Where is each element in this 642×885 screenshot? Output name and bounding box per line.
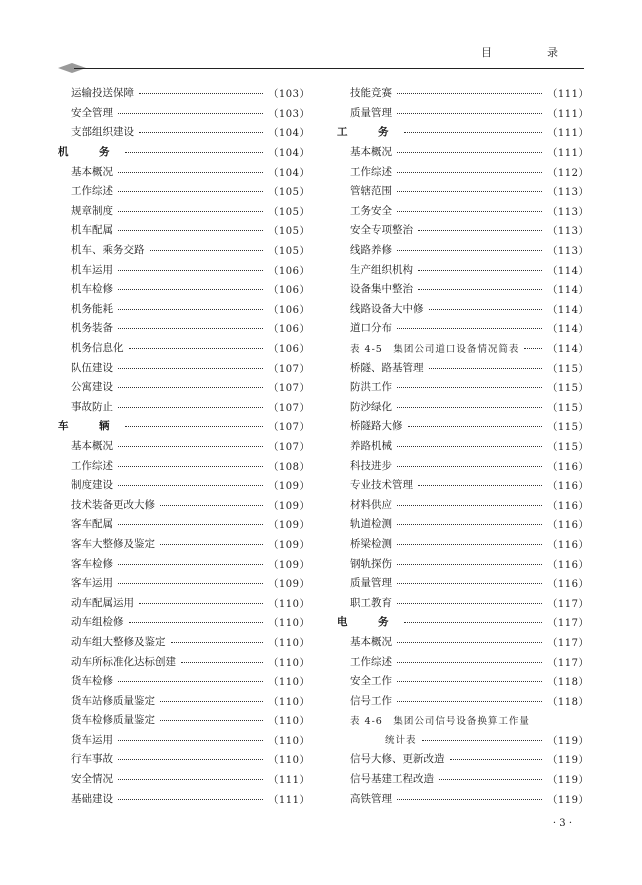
toc-entry[interactable] [337, 377, 589, 397]
toc-entry-page: （119） [547, 755, 589, 767]
toc-leader-dots [118, 740, 263, 741]
toc-entry[interactable] [337, 436, 589, 456]
toc-entry-label: 基本概况 [350, 635, 392, 648]
toc-entry[interactable] [58, 769, 310, 789]
toc-leader-dots [160, 720, 263, 721]
toc-entry-page: （108） [268, 461, 310, 473]
toc-entry-label: 机车检修 [71, 283, 113, 296]
toc-entry-label: 工作综述 [71, 185, 113, 198]
toc-entry[interactable] [337, 730, 589, 750]
toc-entry[interactable] [58, 651, 310, 671]
toc-entry[interactable] [337, 671, 589, 691]
header-rule [74, 68, 584, 69]
toc-entry-page: （110） [268, 716, 310, 728]
toc-leader-dots [125, 426, 264, 427]
toc-leader-dots [160, 701, 263, 702]
toc-entry-label: 安全管理 [71, 106, 113, 119]
toc-entry-label: 动车所标准化达标创建 [71, 655, 176, 668]
toc-leader-dots [397, 799, 542, 800]
toc-entry-label: 桥隧路大修 [350, 420, 403, 433]
toc-leader-dots [404, 622, 543, 623]
toc-entry-page: （110） [268, 598, 310, 610]
toc-entry-label: 质量管理 [350, 577, 392, 590]
toc-entry-page: （115） [547, 441, 589, 453]
toc-entry[interactable] [58, 514, 310, 534]
toc-entry-page: （105） [268, 187, 310, 199]
toc-entry-page: （111） [268, 794, 310, 806]
toc-entry[interactable] [337, 592, 589, 612]
toc-entry-page: （111） [268, 775, 310, 787]
toc-entry-label: 线路设备大中修 [350, 302, 424, 315]
toc-entry[interactable] [337, 279, 589, 299]
toc-entry-label: 桥隧、路基管理 [350, 361, 424, 374]
toc-entry[interactable] [58, 318, 310, 338]
toc-section-entry[interactable] [58, 416, 310, 436]
toc-leader-dots [118, 328, 263, 329]
toc-entry-label: 设备集中整治 [350, 283, 413, 296]
toc-leader-dots [404, 132, 543, 133]
toc-leader-dots [118, 466, 263, 467]
toc-leader-dots [397, 701, 542, 702]
toc-entry[interactable] [337, 142, 589, 162]
toc-leader-dots [171, 642, 264, 643]
toc-leader-dots [118, 779, 263, 780]
toc-entry-page: （116） [547, 520, 589, 532]
page-number: · 3 · [552, 818, 572, 829]
toc-leader-dots [181, 662, 263, 663]
toc-leader-dots [418, 289, 542, 290]
toc-entry-label: 货车检修 [71, 675, 113, 688]
toc-entry[interactable] [337, 651, 589, 671]
toc-entry-label: 基本概况 [71, 439, 113, 452]
toc-entry[interactable] [58, 103, 310, 123]
toc-entry-label: 货车检修质量鉴定 [71, 714, 155, 727]
toc-entry-label: 动车配属运用 [71, 596, 134, 609]
toc-entry-page: （106） [268, 285, 310, 297]
toc-entry-page: （106） [268, 344, 310, 356]
toc-entry[interactable] [58, 338, 310, 358]
toc-entry[interactable] [337, 710, 589, 730]
toc-leader-dots [139, 603, 263, 604]
toc-entry-label: 专业技术管理 [350, 479, 413, 492]
toc-entry[interactable] [337, 240, 589, 260]
toc-entry-label: 信号大修、更新改造 [350, 753, 445, 766]
toc-entry-page: （113） [547, 246, 589, 258]
toc-entry-label: 工作综述 [350, 655, 392, 668]
toc-leader-dots [118, 583, 263, 584]
toc-entry[interactable] [337, 161, 589, 181]
toc-leader-dots [439, 779, 542, 780]
toc-leader-dots [429, 309, 543, 310]
toc-entry-label: 科技进步 [350, 459, 392, 472]
toc-entry-page: （117） [547, 637, 589, 649]
toc-entry-label: 工 务 [337, 126, 399, 139]
toc-section-entry[interactable] [337, 612, 589, 632]
toc-leader-dots [397, 152, 542, 153]
toc-entry-label: 货车运用 [71, 733, 113, 746]
toc-entry-page: （112） [547, 167, 589, 179]
toc-entry-page: （116） [547, 559, 589, 571]
toc-entry-label: 机车运用 [71, 263, 113, 276]
toc-entry-page: （109） [268, 520, 310, 532]
toc-entry-label: 材料供应 [350, 498, 392, 511]
toc-entry-label: 安全情况 [71, 773, 113, 786]
toc-entry-label: 防沙绿化 [350, 400, 392, 413]
toc-entry-label: 工作综述 [71, 459, 113, 472]
toc-leader-dots [397, 466, 542, 467]
toc-entry-page: （117） [547, 618, 589, 630]
toc-entry[interactable] [337, 416, 589, 436]
toc-entry-page: （119） [547, 775, 589, 787]
header-title: 目 录 [481, 46, 580, 59]
toc-entry-page: （116） [547, 579, 589, 591]
toc-entry-page: （106） [268, 304, 310, 316]
toc-leader-dots [397, 387, 542, 388]
toc-entry[interactable] [58, 749, 310, 769]
toc-entry-label: 机务装备 [71, 322, 113, 335]
toc-entry[interactable] [337, 299, 589, 319]
toc-entry[interactable] [58, 122, 310, 142]
toc-entry-page: （109） [268, 481, 310, 493]
toc-entry-label: 养路机械 [350, 439, 392, 452]
toc-entry-label: 道口分布 [350, 322, 392, 335]
toc-leader-dots [397, 524, 542, 525]
toc-entry[interactable] [58, 436, 310, 456]
toc-entry-label: 基础建设 [71, 792, 113, 805]
toc-entry[interactable] [58, 397, 310, 417]
toc-entry[interactable] [337, 455, 589, 475]
toc-entry-label: 安全工作 [350, 675, 392, 688]
toc-entry-page: （111） [547, 128, 589, 140]
toc-entry-label: 客车大整修及鉴定 [71, 537, 155, 550]
toc-entry-page: （110） [268, 657, 310, 669]
toc-entry-page: （116） [547, 481, 589, 493]
toc-entry[interactable] [337, 201, 589, 221]
toc-entry-page: （115） [547, 402, 589, 414]
toc-entry-page: （111） [547, 148, 589, 160]
toc-entry-label: 机 务 [58, 146, 120, 159]
toc-entry[interactable] [337, 514, 589, 534]
toc-leader-dots [397, 642, 542, 643]
toc-entry-label: 基本概况 [350, 146, 392, 159]
toc-leader-dots [408, 426, 543, 427]
toc-entry-page: （109） [268, 559, 310, 571]
toc-leader-dots [150, 250, 264, 251]
toc-entry[interactable] [337, 769, 589, 789]
toc-entry-page: （115） [547, 383, 589, 395]
toc-leader-dots [397, 505, 542, 506]
toc-leader-dots [139, 93, 263, 94]
toc-entry[interactable] [337, 181, 589, 201]
toc-entry[interactable] [337, 632, 589, 652]
toc-entry-label: 防洪工作 [350, 381, 392, 394]
toc-entry-page: （103） [268, 108, 310, 120]
toc-leader-dots [429, 368, 543, 369]
toc-entry-page: （118） [547, 696, 589, 708]
toc-entry-label: 规章制度 [71, 204, 113, 217]
toc-entry-label: 表 4-6 集团公司信号设备换算工作量 [350, 715, 530, 727]
toc-leader-dots [118, 191, 263, 192]
toc-leader-dots [397, 93, 542, 94]
toc-leader-dots [118, 799, 263, 800]
toc-leader-dots [118, 113, 263, 114]
toc-entry[interactable] [58, 671, 310, 691]
toc-entry[interactable] [58, 220, 310, 240]
toc-entry-label: 技能竞赛 [350, 87, 392, 100]
toc-leader-dots [129, 348, 264, 349]
toc-entry-page: （113） [547, 226, 589, 238]
toc-entry-label: 信号工作 [350, 694, 392, 707]
toc-entry-page: （107） [268, 363, 310, 375]
toc-entry-label: 表 4-5 集团公司道口设备情况简表 [350, 343, 520, 355]
toc-leader-dots [450, 759, 543, 760]
toc-entry-page: （115） [547, 363, 589, 375]
toc-entry-label: 技术装备更改大修 [71, 498, 155, 511]
toc-entry-page: （115） [547, 422, 589, 434]
toc-entry-label: 事故防止 [71, 400, 113, 413]
toc-leader-dots [160, 505, 263, 506]
toc-leader-dots [397, 113, 542, 114]
toc-entry-label: 动车组检修 [71, 616, 124, 629]
toc-entry-label: 基本概况 [71, 165, 113, 178]
toc-entry-page: （114） [547, 285, 589, 297]
toc-entry-page: （111） [547, 108, 589, 120]
toc-left-column [58, 83, 310, 808]
toc-entry[interactable] [58, 553, 310, 573]
toc-leader-dots [118, 564, 263, 565]
toc-entry-page: （116） [547, 539, 589, 551]
toc-leader-dots [418, 485, 542, 486]
toc-right-column [337, 83, 589, 808]
toc-leader-dots [397, 544, 542, 545]
toc-entry-page: （119） [547, 735, 589, 747]
toc-entry[interactable] [58, 181, 310, 201]
toc-entry-page: （117） [547, 598, 589, 610]
toc-entry[interactable] [337, 338, 589, 358]
toc-entry[interactable] [337, 318, 589, 338]
toc-entry-label: 制度建设 [71, 479, 113, 492]
toc-entry-page: （105） [268, 206, 310, 218]
toc-leader-dots [418, 270, 542, 271]
toc-entry[interactable] [337, 573, 589, 593]
toc-entry[interactable] [58, 573, 310, 593]
toc-leader-dots [129, 622, 264, 623]
toc-entry-page: （105） [268, 246, 310, 258]
toc-leader-dots [524, 348, 542, 349]
toc-entry[interactable] [337, 494, 589, 514]
toc-entry-page: （110） [268, 696, 310, 708]
toc-entry[interactable] [58, 259, 310, 279]
toc-entry-label: 职工教育 [350, 596, 392, 609]
toc-entry-page: （113） [547, 187, 589, 199]
toc-entry[interactable] [58, 299, 310, 319]
toc-leader-dots [118, 446, 263, 447]
toc-leader-dots [118, 309, 263, 310]
toc-entry[interactable] [337, 475, 589, 495]
toc-entry[interactable] [58, 161, 310, 181]
toc-entry-page: （114） [547, 265, 589, 277]
toc-entry-label: 队伍建设 [71, 361, 113, 374]
toc-leader-dots [118, 759, 263, 760]
toc-entry-page: （119） [547, 794, 589, 806]
toc-entry-page: （107） [268, 422, 310, 434]
toc-leader-dots [139, 132, 263, 133]
toc-entry-label: 信号基建工程改造 [350, 773, 434, 786]
toc-entry-page: （104） [268, 128, 310, 140]
toc-leader-dots [397, 211, 542, 212]
toc-leader-dots [118, 681, 263, 682]
toc-entry[interactable] [337, 357, 589, 377]
toc-leader-dots [418, 230, 542, 231]
toc-entry-page: （118） [547, 677, 589, 689]
toc-entry[interactable] [58, 279, 310, 299]
toc-leader-dots [397, 446, 542, 447]
toc-leader-dots [118, 368, 263, 369]
toc-entry[interactable] [58, 240, 310, 260]
toc-leader-dots [118, 407, 263, 408]
toc-leader-dots [422, 740, 543, 741]
toc-entry-label: 钢轨探伤 [350, 557, 392, 570]
toc-leader-dots [118, 289, 263, 290]
toc-entry-label: 车 辆 [58, 420, 120, 433]
toc-leader-dots [118, 485, 263, 486]
toc-entry[interactable] [337, 534, 589, 554]
toc-leader-dots [397, 662, 542, 663]
toc-entry-page: （106） [268, 324, 310, 336]
toc-entry-label: 机务能耗 [71, 302, 113, 315]
toc-entry-page: （109） [268, 500, 310, 512]
toc-section-entry[interactable] [337, 122, 589, 142]
toc-entry-label: 生产组织机构 [350, 263, 413, 276]
toc-entry-page: （107） [268, 383, 310, 395]
toc-entry[interactable] [337, 220, 589, 240]
toc-entry-label: 高铁管理 [350, 792, 392, 805]
toc-entry-label: 货车站修质量鉴定 [71, 694, 155, 707]
toc-entry[interactable] [337, 788, 589, 808]
toc-entry-label: 运输投送保障 [71, 87, 134, 100]
toc-entry-page: （105） [268, 226, 310, 238]
toc-entry-label: 工务安全 [350, 204, 392, 217]
toc-entry-page: （111） [547, 89, 589, 101]
toc-leader-dots [397, 681, 542, 682]
toc-entry[interactable] [58, 730, 310, 750]
toc-entry-page: （114） [547, 304, 589, 316]
toc-entry[interactable] [337, 83, 589, 103]
toc-leader-dots [397, 191, 542, 192]
toc-leader-dots [160, 544, 263, 545]
toc-entry-label: 客车运用 [71, 577, 113, 590]
toc-entry[interactable] [58, 632, 310, 652]
toc-entry-label: 管辖范围 [350, 185, 392, 198]
toc-entry[interactable] [337, 103, 589, 123]
toc-entry-label: 桥梁检测 [350, 537, 392, 550]
toc-entry-label: 质量管理 [350, 106, 392, 119]
toc-entry-label: 公寓建设 [71, 381, 113, 394]
toc-leader-dots [397, 583, 542, 584]
toc-entry[interactable] [58, 612, 310, 632]
toc-entry-label: 行车事故 [71, 753, 113, 766]
toc-entry-page: （116） [547, 500, 589, 512]
toc-entry-page: （109） [268, 539, 310, 551]
toc-entry[interactable] [58, 377, 310, 397]
toc-leader-dots [118, 172, 263, 173]
toc-leader-dots [118, 524, 263, 525]
toc-entry-page: （104） [268, 167, 310, 179]
toc-entry[interactable] [337, 690, 589, 710]
toc-leader-dots [125, 152, 264, 153]
toc-entry-page: （110） [268, 677, 310, 689]
toc-entry[interactable] [58, 475, 310, 495]
toc-entry[interactable] [58, 690, 310, 710]
toc-entry-label: 客车配属 [71, 518, 113, 531]
toc-section-entry[interactable] [58, 142, 310, 162]
toc-entry-page: （114） [547, 344, 589, 356]
toc-leader-dots [397, 603, 542, 604]
toc-entry[interactable] [58, 83, 310, 103]
toc-entry-label: 工作综述 [350, 165, 392, 178]
toc-entry[interactable] [337, 397, 589, 417]
toc-entry[interactable] [58, 592, 310, 612]
toc-entry[interactable] [58, 534, 310, 554]
toc-entry-label: 电 务 [337, 616, 399, 629]
toc-entry-page: （106） [268, 265, 310, 277]
toc-entry[interactable] [58, 710, 310, 730]
toc-leader-dots [118, 270, 263, 271]
toc-entry-page: （110） [268, 618, 310, 630]
toc-entry-page: （113） [547, 206, 589, 218]
toc-entry-page: （107） [268, 402, 310, 414]
toc-entry-page: （104） [268, 148, 310, 160]
toc-leader-dots [397, 250, 542, 251]
toc-entry-label: 客车检修 [71, 557, 113, 570]
toc-entry-page: （107） [268, 441, 310, 453]
toc-entry-label: 安全专项整治 [350, 224, 413, 237]
toc-entry-label: 统计表 [385, 735, 417, 747]
toc-entry-label: 动车组大整修及鉴定 [71, 635, 166, 648]
toc-entry-label: 轨道检测 [350, 518, 392, 531]
toc-entry-page: （116） [547, 461, 589, 473]
toc-leader-dots [397, 564, 542, 565]
toc-entry[interactable] [58, 201, 310, 221]
toc-leader-dots [397, 172, 542, 173]
toc-leader-dots [118, 211, 263, 212]
toc-entry-page: （103） [268, 89, 310, 101]
toc-entry-page: （110） [268, 735, 310, 747]
toc-entry-page: （110） [268, 755, 310, 767]
toc-entry-page: （117） [547, 657, 589, 669]
toc-leader-dots [397, 328, 542, 329]
toc-entry[interactable] [58, 788, 310, 808]
toc-leader-dots [397, 407, 542, 408]
toc-entry[interactable] [58, 455, 310, 475]
toc-entry-page: （110） [268, 637, 310, 649]
toc-entry-label: 线路养修 [350, 244, 392, 257]
toc-entry-page: （109） [268, 579, 310, 591]
toc-entry-page: （114） [547, 324, 589, 336]
toc-entry[interactable] [337, 259, 589, 279]
toc-entry[interactable] [337, 553, 589, 573]
toc-entry-label: 支部组织建设 [71, 126, 134, 139]
toc-entry[interactable] [58, 494, 310, 514]
toc-entry-label: 机车配属 [71, 224, 113, 237]
toc-leader-dots [118, 230, 263, 231]
toc-leader-dots [118, 387, 263, 388]
toc-entry-label: 机务信息化 [71, 342, 124, 355]
toc-entry[interactable] [337, 749, 589, 769]
toc-entry-label: 机车、乘务交路 [71, 244, 145, 257]
toc-entry[interactable] [58, 357, 310, 377]
